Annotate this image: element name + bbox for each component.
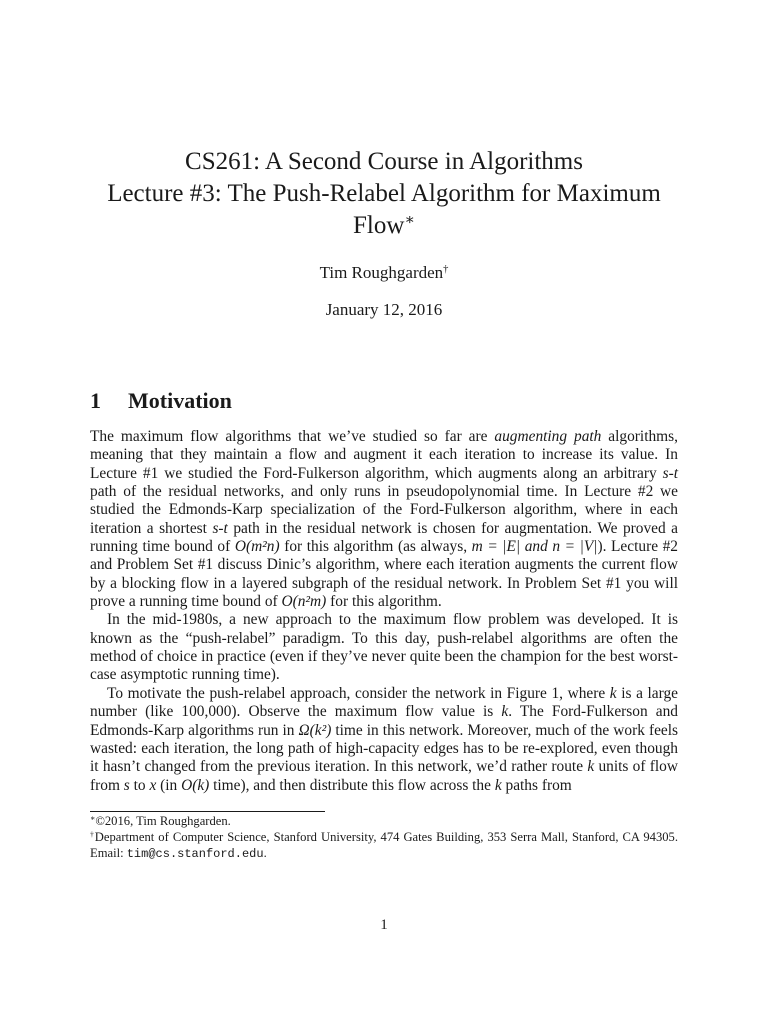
paragraph-3: To motivate the push-relabel approach, consider the network in Figure 1, where k is a large number (like 100,000). Observe the maximum flow value is k. The Ford-Fulkerson and Edmonds-Karp algorithms run in Ω(k²) time in this network. Moreover, much of the work feels wasted: each iteration, the long path of high-capacity edges has to be re-explored, even though it hasn’t changed from the previous iteration. In this network, we’d rather route k units of flow from s to x (in O(k) time), and then distribute this flow across the k paths from (90, 684, 679, 794)
section-number: 1 (90, 388, 101, 413)
author: Tim Roughgarden† (319, 263, 449, 282)
footnote-rule (90, 811, 325, 812)
footnote-2: †Department of Computer Science, Stanford University, 474 Gates Building, 353 Serra Mall, Stanford, CA 94305. Email: tim@cs.stanford.edu. (90, 829, 678, 861)
body-text (90, 428, 678, 795)
author-footnote-mark: † (443, 264, 449, 276)
title-line-3: Flow∗ (353, 211, 415, 239)
paper-title (60, 146, 708, 242)
section-title: Motivation (128, 388, 232, 413)
page-number: 1 (380, 917, 388, 933)
footnote-1: ∗©2016, Tim Roughgarden. (90, 813, 231, 828)
title-line-2: Lecture #3: The Push-Relabel Algorithm for Maximum (107, 180, 661, 207)
email-link[interactable]: tim@cs.stanford.edu (126, 847, 264, 861)
footnote-1-mark: ∗ (90, 813, 96, 823)
paragraph-2: In the mid-1980s, a new approach to the maximum flow problem was developed. It is known as the “push-relabel” paradigm. To this day, push-relabel algorithms are often the method of choice in practice (even if they’ve never quite been the champion for the best worst-case asymptotic running time). (90, 611, 678, 684)
footnote-2-mark: † (90, 829, 95, 839)
section-heading (90, 387, 232, 415)
title-footnote-mark: ∗ (404, 211, 415, 229)
title-line-1: CS261: A Second Course in Algorithms (185, 148, 583, 175)
date: January 12, 2016 (325, 300, 443, 319)
paragraph-1: The maximum flow algorithms that we’ve studied so far are augmenting path algorithms, meaning that they maintain a flow and augment it each iteration to increase its value. In Lecture #1 we studied the Ford-Fulkerson algorithm, which augments along an arbitrary s-t path of the residual networks, and only runs in pseudopolynomial time. In Lecture #2 we studied the Edmonds-Karp specialization of the Ford-Fulkerson algorithm, where in each iteration a shortest s-t path in the residual network is chosen for augmentation. We proved a running time bound of O(m²n) for this algorithm (as always, m = |E| and n = |V|). Lecture #2 and Problem Set #1 discuss Dinic’s algorithm, where each iteration augments the current flow by a blocking flow in a layered subgraph of the residual network. In Problem Set #1 you will prove a running time bound of O(n²m) for this algorithm. (90, 428, 678, 611)
